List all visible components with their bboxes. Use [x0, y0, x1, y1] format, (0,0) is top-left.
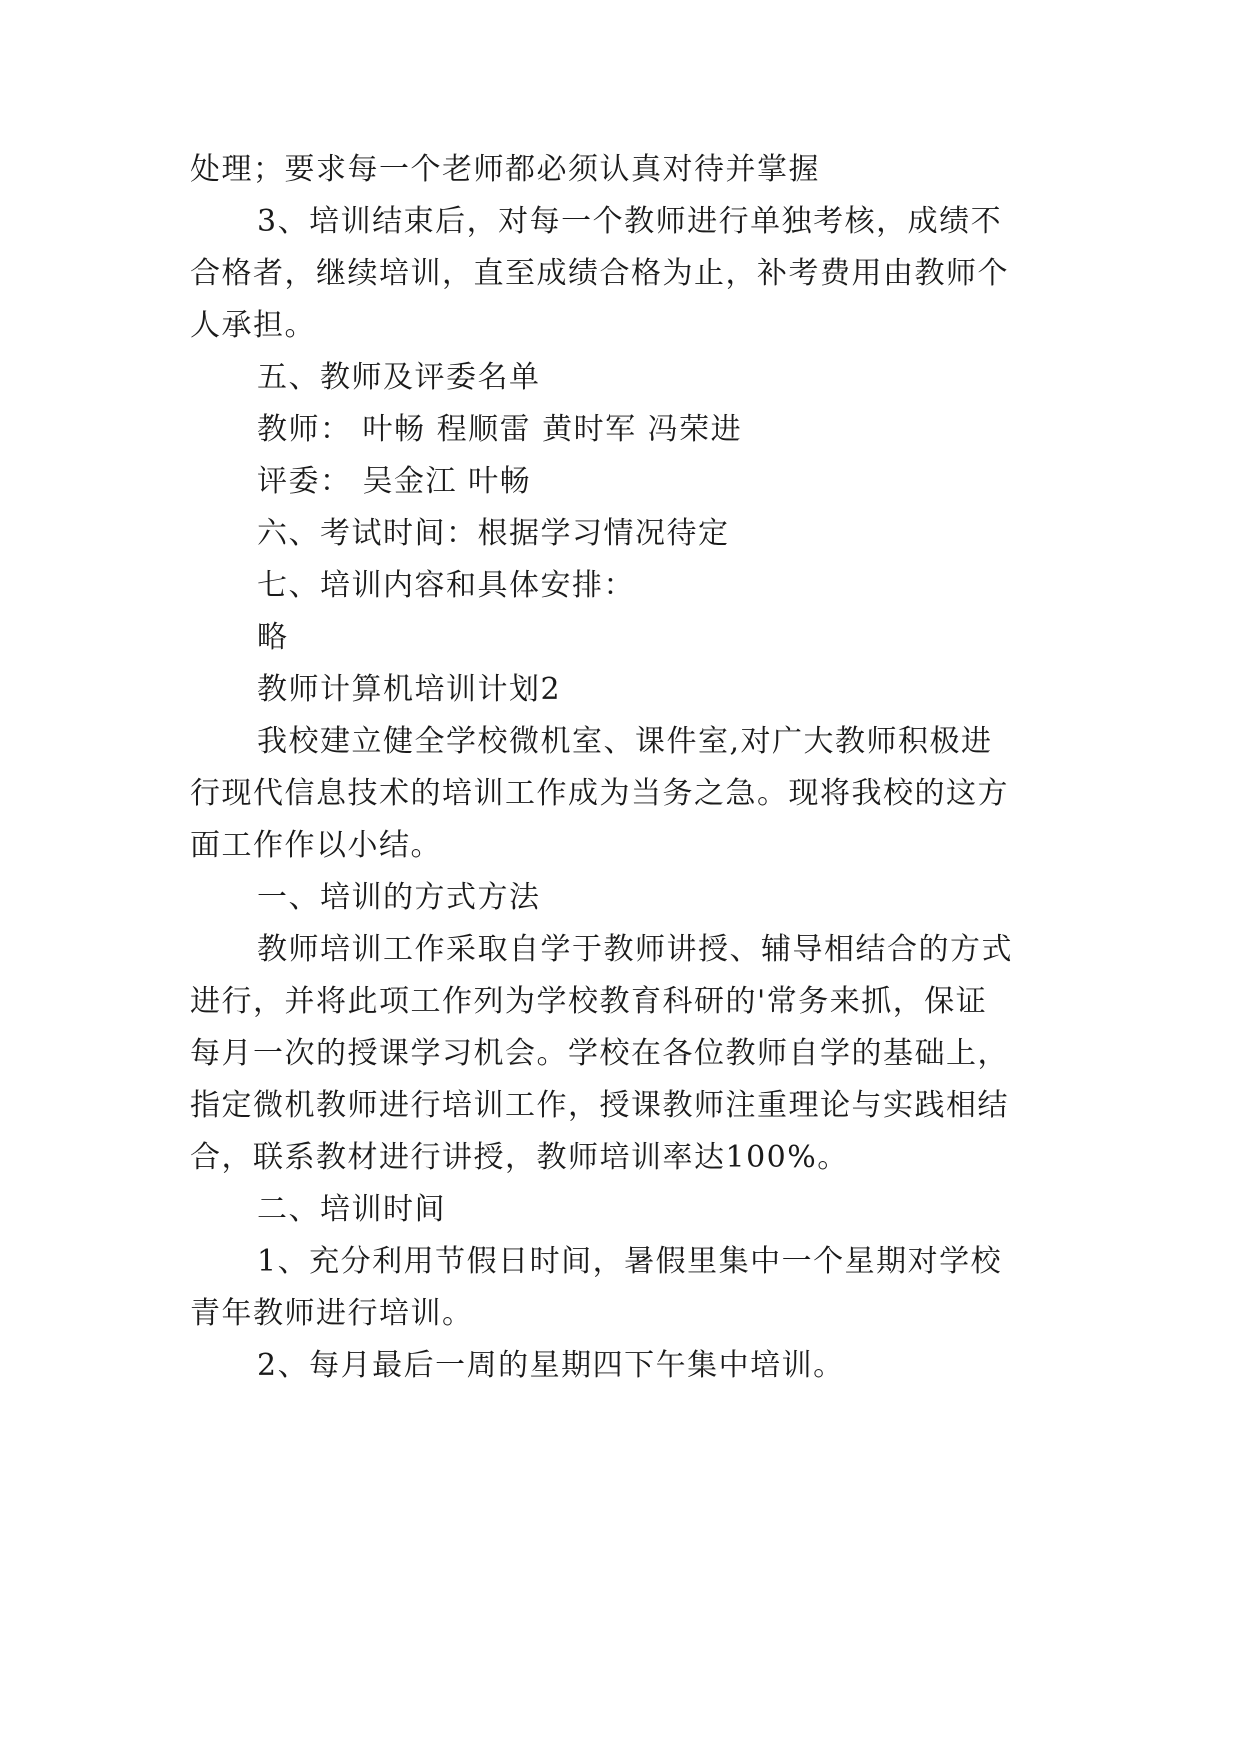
- text-line: 2、每月最后一周的星期四下午集中培训。: [257, 1348, 845, 1383]
- section-heading: 五、教师及评委名单: [257, 360, 541, 395]
- section-heading: 七、培训内容和具体安排：: [257, 568, 635, 603]
- section-heading: 六、考试时间：根据学习情况待定: [257, 516, 730, 551]
- text-line: 行现代信息技术的培训工作成为当务之急。现将我校的这方: [190, 776, 1009, 811]
- text-line: 我校建立健全学校微机室、课件室,对广大教师积极进: [257, 724, 993, 759]
- text-line: 青年教师进行培训。: [190, 1296, 474, 1331]
- section-heading: 二、培训时间: [257, 1192, 446, 1227]
- text-line: 合，联系教材进行讲授，教师培训率达100%。: [190, 1140, 849, 1175]
- teacher-list: 教师： 叶畅 程顺雷 黄时军 冯荣进: [257, 412, 743, 447]
- text-line: 1、充分利用节假日时间，暑假里集中一个星期对学校: [257, 1244, 1003, 1279]
- judge-list: 评委： 吴金江 叶畅: [257, 464, 532, 499]
- text-line: 指定微机教师进行培训工作，授课教师注重理论与实践相结: [190, 1088, 1009, 1123]
- text-line: 进行，并将此项工作列为学校教育科研的'常务来抓，保证: [190, 984, 988, 1019]
- text-line: 面工作作以小结。: [190, 828, 442, 863]
- text-line: 每月一次的授课学习机会。学校在各位教师自学的基础上，: [190, 1036, 1009, 1071]
- section-heading: 一、培训的方式方法: [257, 880, 541, 915]
- text-line: 教师培训工作采取自学于教师讲授、辅导相结合的方式: [257, 932, 1013, 967]
- text-line: 略: [257, 620, 289, 655]
- text-line: 人承担。: [190, 308, 316, 343]
- text-line: 3、培训结束后，对每一个教师进行单独考核，成绩不: [257, 204, 1003, 239]
- text-line: 处理；要求每一个老师都必须认真对待并掌握: [190, 152, 820, 187]
- text-line: 合格者，继续培训，直至成绩合格为止，补考费用由教师个: [190, 256, 1009, 291]
- document-title: 教师计算机培训计划2: [257, 672, 562, 707]
